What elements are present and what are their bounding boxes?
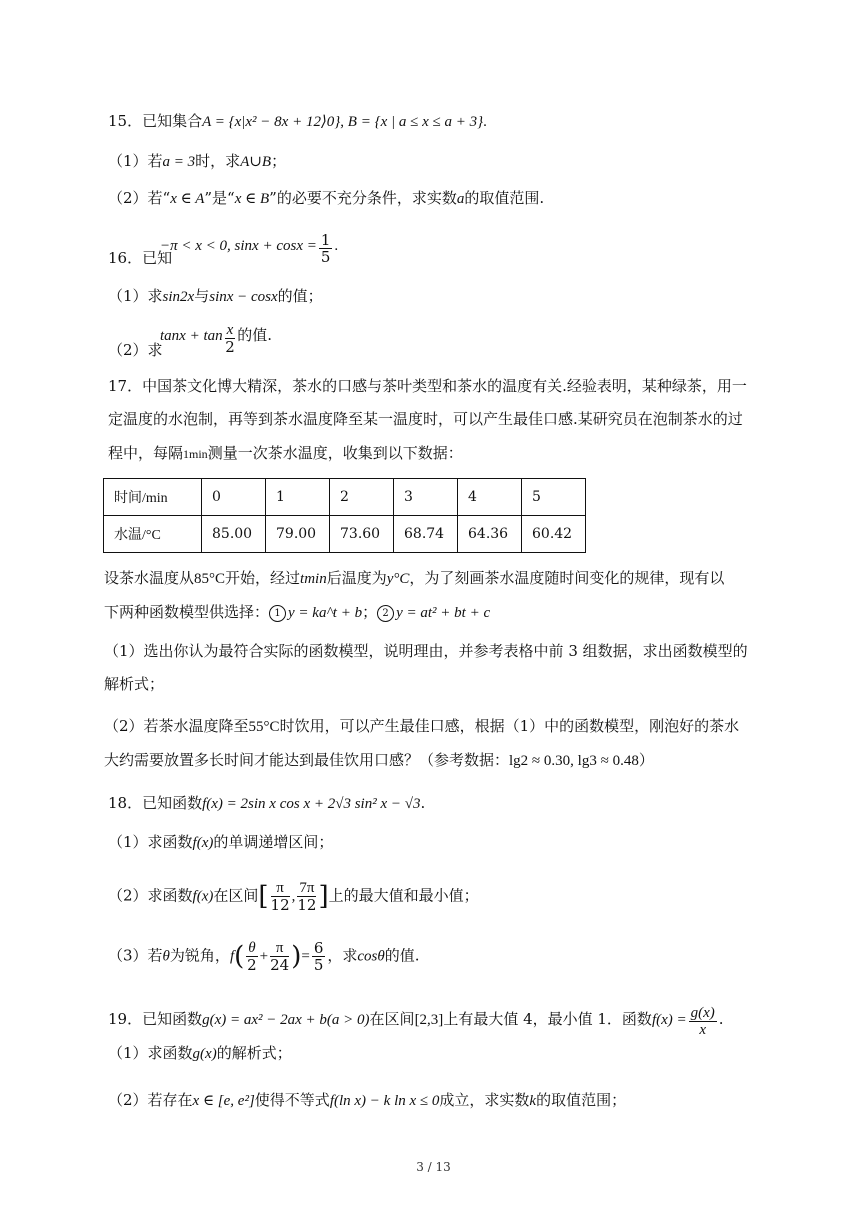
q18-part1: （1）求函数f(x)的单调递增区间； — [108, 833, 334, 851]
q18-stem: 18．已知函数f(x) = 2sin x cos x + 2√3 sin² x − √3. — [108, 794, 426, 812]
table-cell: 2 — [330, 479, 394, 516]
q16-part2-expr: tanx + tan $\frac{x}{2}$ 的值. — [160, 322, 273, 356]
table-cell: 0 — [202, 479, 266, 516]
table-row — [104, 479, 586, 516]
set-a: A = {x|x² − 8x + 12⟩0} — [202, 114, 341, 130]
q15-stem: 15．已知集合A = {x|x² − 8x + 12⟩0}, B = {x | a ≤ x ≤ a + 3}. — [108, 112, 487, 130]
q17-part2-line1: （2）若茶水温度降至55°C时饮用，可以产生最佳口感，根据（1）中的函数模型，刚泡好的茶水 — [104, 717, 740, 735]
q17-part2-line2: 大约需要放置多长时间才能达到最佳饮用口感？（参考数据：lg2 ≈ 0.30, lg3 ≈ 0.48） — [104, 751, 654, 769]
q19-part1: （1）求函数g(x)的解析式； — [108, 1044, 292, 1062]
q18-part3: （3）若θ为锐角，f( $\frac{\theta}{2}$ + $\frac{\pi}{24}$ )= $\frac{6}{5}$ ，求cosθ的值. — [108, 939, 420, 974]
table-cell: 64.36 — [458, 516, 522, 553]
temperature-table — [103, 478, 586, 553]
table-cell: 60.42 — [522, 516, 586, 553]
q17-after-table-1: 设茶水温度从85°C开始，经过tmin后温度为y°C，为了刻画茶水温度随时间变化的规律，现有以 — [104, 569, 725, 587]
table-cell: 5 — [522, 479, 586, 516]
table-header-temp: 水温/°C — [104, 516, 202, 553]
table-cell: 73.60 — [330, 516, 394, 553]
q19-stem: 19．已知函数g(x) = ax² − 2ax + b(a > 0)在区间[2,3]上有最大值 4，最小值 1．函数f(x) = $\frac{g(x)}{x}$ . — [108, 1005, 724, 1038]
table-cell: 68.74 — [394, 516, 458, 553]
q17-part1-line1: （1）选出你认为最符合实际的函数模型，说明理由，并参考表格中前 3 组数据，求出函数模型的 — [104, 642, 748, 660]
table-cell: 3 — [394, 479, 458, 516]
table-cell: 1 — [266, 479, 330, 516]
q16-part1: （1）求sin2x与sinx − cosx的值； — [108, 287, 323, 305]
q16-part2: （2）求 — [108, 341, 163, 359]
q17-text-1: 17．中国茶文化博大精深，茶水的口感与茶叶类型和茶水的温度有关.经验表明，某种绿茶，用一 — [108, 377, 747, 395]
q18-function: f(x) = 2sin x cos x + 2√3 sin² x − √3 — [202, 796, 421, 812]
table-cell: 4 — [458, 479, 522, 516]
table-cell: 79.00 — [266, 516, 330, 553]
page-number: 3 / 13 — [416, 1160, 451, 1174]
q18-part2: （2）求函数f(x)在区间[ $\frac{\pi}{12}$ , $\frac{7\pi}{12}$ ]上的最大值和最小值； — [108, 880, 479, 914]
q17-text-3: 程中，每隔1min测量一次茶水温度，收集到以下数据： — [108, 444, 463, 462]
q17-text-2: 定温度的水泡制，再等到茶水温度降至某一温度时，可以产生最佳口感.某研究员在泡制茶水的过 — [108, 410, 743, 428]
q16-condition: −π < x < 0, sinx + cosx = $\frac{1}{5}$ . — [160, 231, 339, 266]
q19-part2: （2）若存在x ∈ [e, e²]使得不等式f(ln x) − k ln x ≤ 0成立，求实数k的取值范围； — [108, 1091, 627, 1109]
table-cell: 85.00 — [202, 516, 266, 553]
model-2: y = at² + bt + c — [396, 605, 491, 621]
q19-g-function: g(x) = ax² − 2ax + b(a > 0) — [202, 1012, 370, 1028]
table-header-time: 时间/min — [104, 479, 202, 516]
circled-number: 2 — [377, 605, 394, 622]
table-row — [104, 516, 586, 553]
model-1: y = ka^t + b — [288, 605, 363, 621]
set-b: B = {x | a ≤ x ≤ a + 3} — [347, 114, 484, 130]
q17-part1-line2: 解析式； — [104, 675, 165, 693]
q15-part1: （1）若a = 3时，求A∪B； — [108, 152, 287, 170]
q15-part2: （2）若“x ∈ A”是“x ∈ B”的必要不充分条件，求实数a的取值范围. — [108, 189, 545, 207]
circled-number: 1 — [269, 605, 286, 622]
q17-models: 下两种函数模型供选择： 1 y = ka^t + b； 2 y = at² + bt + c — [104, 603, 491, 621]
q16-stem: 16．已知 — [108, 249, 173, 267]
